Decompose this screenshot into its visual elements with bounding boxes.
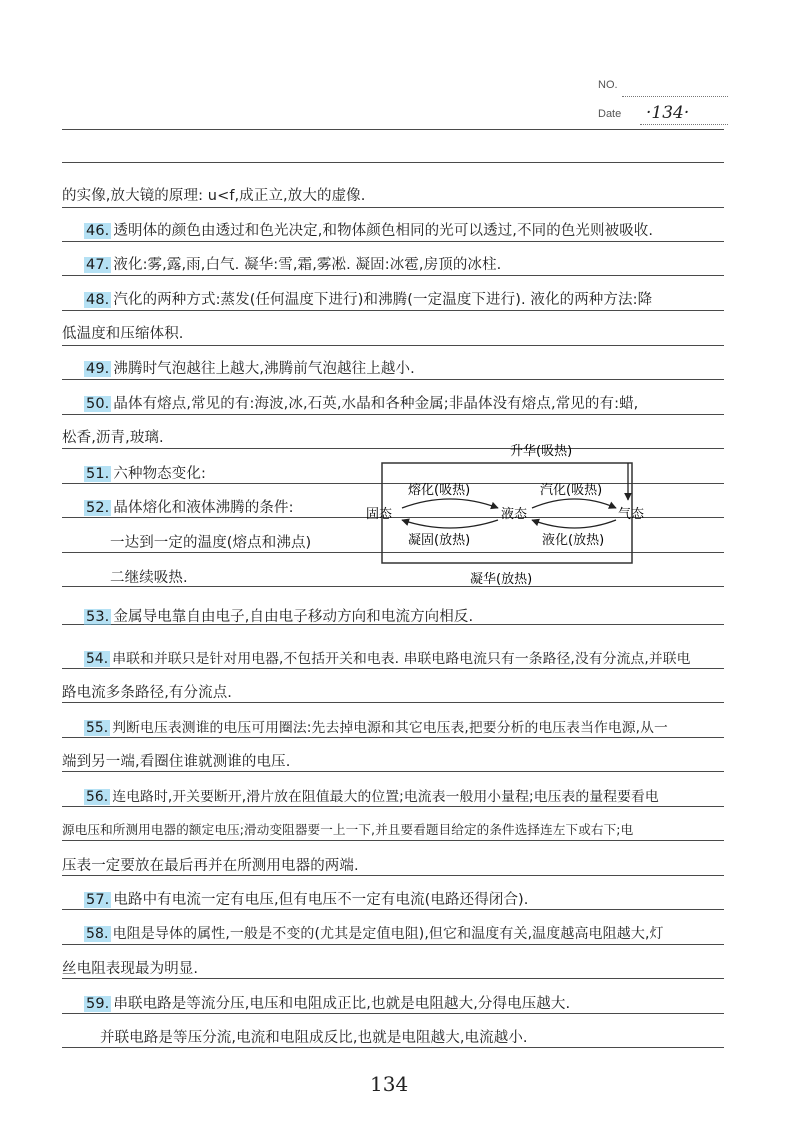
ruled-line [62,668,724,669]
note-line [62,426,164,447]
note-text: 液化:雾,露,雨,白气. 凝华:雪,霜,雾凇. 凝固:冰雹,房顶的冰柱. [113,257,502,273]
note-line [84,992,570,1013]
melting-label: 熔化(吸热) [408,483,471,498]
liquefying-label: 液化(放热) [542,533,605,548]
note-text: 六种物态变化: [113,466,206,482]
note-text: 串联和并联只是针对用电器,不包括开关和电表. 串联电路电流只有一条路径,没有分流点,并联电 [112,651,691,667]
note-line [84,647,691,667]
liquid-label: 液态 [501,507,528,522]
note-text: 的实像,放大镜的原理: u<f,成正立,放大的虚像. [62,188,366,204]
note-line [62,957,198,978]
note-text: 压表一定要放在最后再并在所测用电器的两端. [62,858,359,874]
note-line [84,392,638,413]
note-line [110,531,311,552]
note-text: 低温度和压缩体积. [62,326,184,342]
ruled-line [62,944,724,945]
note-text: 金属导电靠自由电子,自由电子移动方向和电流方向相反. [113,609,474,625]
ruled-line [62,162,724,163]
note-text: 一达到一定的温度(熔点和沸点) [110,535,312,551]
melting-arrow [402,499,498,508]
item-number: 52. [86,500,110,516]
no-label: NO. [598,79,618,91]
item-number: 57. [86,892,110,908]
vaporizing-label: 汽化(吸热) [540,483,603,498]
item-number: 48. [86,292,110,308]
item-number: 55. [86,720,109,736]
note-line [110,566,188,587]
note-text: 端到另一端,看圈住谁就测谁的电压. [62,754,291,770]
date-dotted-line [640,124,728,125]
ruled-line [62,840,724,841]
note-text: 判断电压表测谁的电压可用圈法:先去掉电源和其它电压表,把要分析的电压表当作电源,从一 [112,720,668,736]
note-line [84,253,501,274]
desublimation-label: 凝华(放热) [470,572,533,587]
item-number: 53. [86,609,110,625]
ruled-line [62,345,724,346]
item-number: 47. [86,257,110,273]
item-number: 49. [86,361,110,377]
date-value: ·134· [646,103,690,123]
ruled-line [62,275,724,276]
note-line [84,219,653,240]
note-line [84,462,206,483]
liquefying-arrow [532,520,616,528]
note-text: 晶体熔化和液体沸腾的条件: [113,500,294,516]
note-line [84,716,668,736]
note-text: 并联电路是等压分流,电流和电阻成反比,也就是电阻越大,电流越小. [100,1030,528,1046]
ruled-line [62,978,724,979]
item-number: 51. [86,466,110,482]
item-number: 59. [86,996,110,1012]
ruled-line [62,379,724,380]
note-text: 连电路时,开关要断开,滑片放在阻值最大的位置;电流表一般用小量程;电压表的量程要看电 [112,789,659,805]
note-text: 源电压和所测用电器的额定电压;滑动变阻器要一上一下,并且要看题目给定的条件选择连左下或右下;电 [62,822,634,837]
ruled-line [62,806,724,807]
ruled-line [62,1047,724,1048]
note-text: 松香,沥青,玻璃. [62,430,164,446]
ruled-line [62,737,724,738]
item-number: 54. [86,651,109,667]
ruled-line [62,207,724,208]
ruled-line [62,702,724,703]
note-text: 汽化的两种方式:蒸发(任何温度下进行)和沸腾(一定温度下进行). 液化的两种方法:降 [113,292,653,308]
sublimation-label: 升华(吸热) [510,444,573,459]
ruled-line [62,414,724,415]
phase-change-diagram [360,438,660,588]
note-line [62,681,232,702]
note-text: 沸腾时气泡越往上越大,沸腾前气泡越往上越小. [113,361,415,377]
solid-label: 固态 [366,507,393,522]
note-line [84,785,659,805]
item-number: 50. [86,396,110,412]
solidifying-arrow [402,520,498,528]
note-line [62,184,365,205]
ruled-line [62,129,724,130]
note-text: 路电流多条路径,有分流点. [62,685,233,701]
note-text: 透明体的颜色由透过和色光决定,和物体颜色相同的光可以透过,不同的色光则被吸收. [113,223,654,239]
item-number: 58. [86,926,109,942]
item-number: 46. [86,223,110,239]
note-text: 串联电路是等流分压,电压和电阻成正比,也就是电阻越大,分得电压越大. [113,996,571,1012]
ruled-line [62,875,724,876]
item-number: 56. [86,789,109,805]
ruled-line [62,1013,724,1014]
ruled-line [62,909,724,910]
note-line [62,819,633,838]
note-line [62,854,359,875]
ruled-line [62,771,724,772]
note-line [84,496,294,517]
no-dotted-line [622,96,728,97]
ruled-line [62,241,724,242]
note-line [62,322,184,343]
note-text: 晶体有熔点,常见的有:海波,冰,石英,水晶和各种金属;非晶体没有熔点,常见的有:蜡, [113,396,639,412]
gas-label: 气态 [618,507,645,522]
note-line [84,605,473,626]
note-text: 电阻是导体的属性,一般是不变的(尤其是定值电阻),但它和温度有关,温度越高电阻越大,灯 [112,926,664,942]
date-label: Date [598,108,622,120]
solidifying-label: 凝固(放热) [408,533,471,548]
note-text: 电路中有电流一定有电压,但有电压不一定有电流(电路还得闭合). [113,892,529,908]
note-line [84,888,529,909]
vaporizing-arrow [532,499,616,508]
note-text: 丝电阻表现最为明显. [62,961,199,977]
note-text: 二继续吸热. [110,570,188,586]
page-number: 134 [370,1072,409,1096]
ruled-line [62,310,724,311]
note-line [100,1026,528,1047]
note-line [62,750,290,771]
note-line [84,923,664,943]
note-line [84,357,415,378]
note-line [84,288,652,309]
